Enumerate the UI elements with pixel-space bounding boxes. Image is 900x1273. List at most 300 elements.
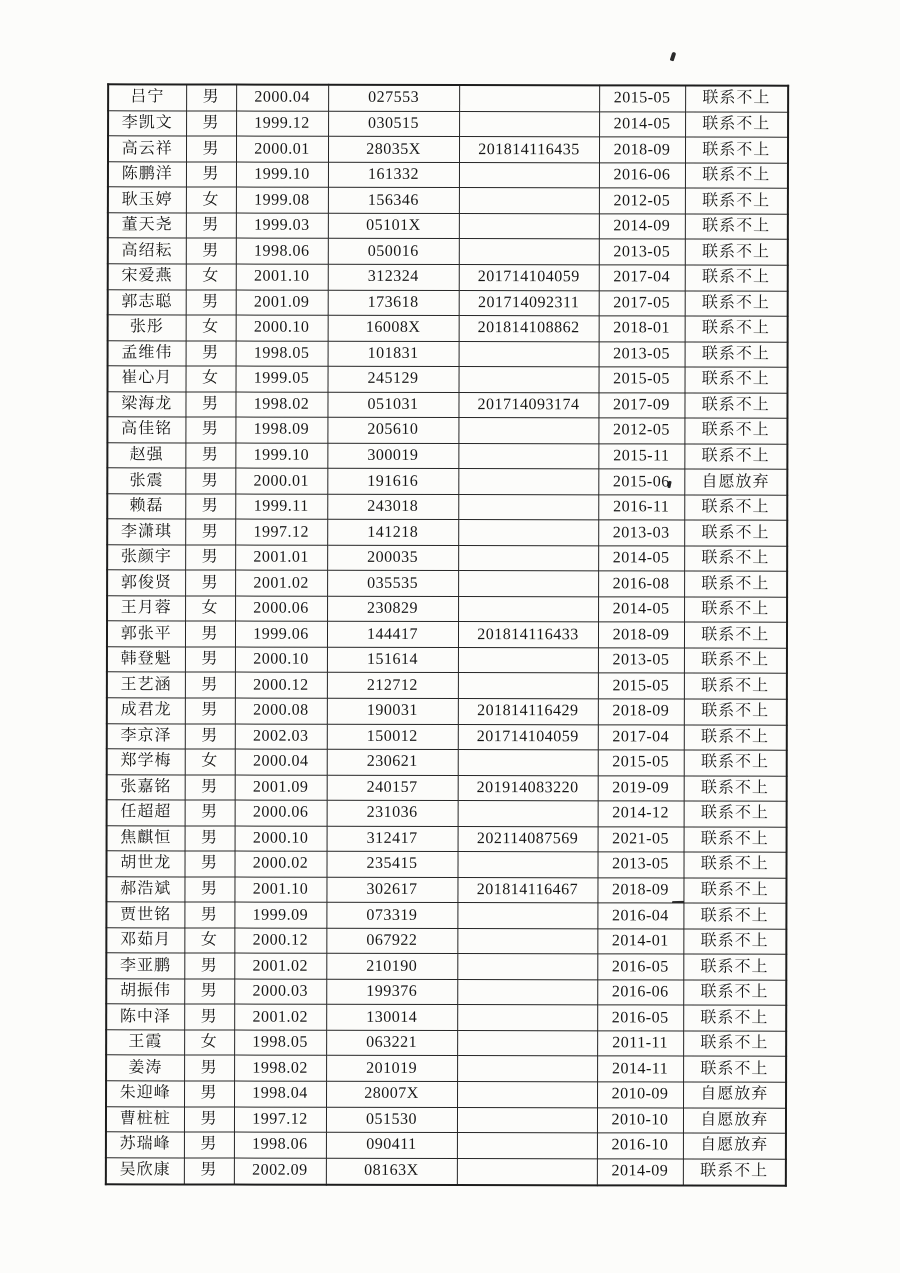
cell-id_code: 300019: [327, 443, 458, 469]
cell-status: 联系不上: [684, 546, 787, 572]
table-row: [108, 213, 788, 240]
cell-gender: 男: [186, 213, 236, 239]
cell-name: 赵强: [107, 442, 185, 468]
table-row: [107, 698, 787, 725]
cell-birth_date: 2001.02: [234, 1004, 326, 1030]
cell-candidate_no: 201814116435: [459, 137, 599, 163]
cell-gender: 男: [185, 647, 235, 673]
cell-id_code: 101831: [328, 341, 459, 367]
cell-status: 联系不上: [684, 495, 787, 521]
cell-birth_date: 1999.09: [234, 902, 326, 928]
cell-candidate_no: [459, 239, 599, 265]
cell-birth_date: 2000.01: [235, 468, 327, 494]
cell-birth_date: 2002.03: [235, 724, 327, 750]
cell-gender: 男: [185, 392, 235, 418]
cell-id_code: 28035X: [328, 137, 459, 163]
cell-birth_date: 1998.06: [234, 1132, 326, 1158]
cell-name: 陈中泽: [106, 1004, 184, 1030]
cell-name: 郭张平: [107, 621, 185, 647]
cell-gender: 男: [185, 417, 235, 443]
cell-birth_date: 2000.02: [234, 851, 326, 877]
cell-record_date: 2014-09: [597, 1158, 683, 1185]
cell-id_code: 230621: [327, 749, 458, 775]
cell-id_code: 156346: [328, 188, 459, 214]
table-row: [108, 187, 788, 214]
cell-gender: 男: [186, 136, 236, 162]
cell-status: 联系不上: [684, 699, 787, 725]
cell-record_date: 2013-05: [598, 648, 684, 674]
cell-candidate_no: 201914083220: [458, 775, 598, 801]
cell-status: 联系不上: [684, 393, 787, 419]
cell-id_code: 312417: [327, 826, 458, 852]
cell-status: 联系不上: [685, 188, 788, 214]
cell-status: 联系不上: [685, 316, 788, 342]
cell-record_date: 2015-05: [598, 750, 684, 776]
cell-id_code: 144417: [327, 622, 458, 648]
cell-gender: 男: [185, 775, 235, 801]
cell-status: 联系不上: [684, 571, 787, 597]
cell-id_code: 199376: [326, 979, 457, 1005]
cell-birth_date: 2001.10: [234, 877, 326, 903]
cell-birth_date: 1999.10: [236, 162, 328, 188]
cell-gender: 男: [185, 570, 235, 596]
cell-birth_date: 2001.09: [236, 290, 328, 316]
cell-name: 宋爱燕: [108, 264, 186, 290]
cell-id_code: 090411: [326, 1132, 457, 1158]
cell-birth_date: 1999.05: [236, 366, 328, 392]
table-row: [107, 391, 787, 418]
cell-candidate_no: [459, 162, 599, 188]
cell-id_code: 161332: [328, 162, 459, 188]
cell-birth_date: 2000.03: [234, 979, 326, 1005]
cell-record_date: 2018-09: [598, 699, 684, 725]
cell-name: 郭俊贤: [107, 570, 185, 596]
cell-birth_date: 2000.04: [236, 85, 328, 111]
cell-gender: 女: [186, 366, 236, 392]
cell-candidate_no: [458, 673, 598, 699]
cell-candidate_no: [457, 1082, 597, 1108]
cell-id_code: 200035: [327, 545, 458, 571]
cell-id_code: 212712: [327, 673, 458, 699]
table-row: [108, 162, 788, 189]
cell-id_code: 051530: [326, 1107, 457, 1133]
cell-id_code: 08163X: [326, 1158, 457, 1185]
cell-candidate_no: 201814108862: [459, 316, 599, 342]
cell-record_date: 2018-09: [599, 137, 685, 163]
cell-name: 高绍耘: [108, 238, 186, 264]
cell-name: 张嘉铭: [107, 774, 185, 800]
cell-name: 曹桩桩: [106, 1106, 184, 1132]
cell-record_date: 2011-11: [597, 1031, 683, 1057]
cell-status: 自愿放弃: [683, 1108, 786, 1134]
cell-birth_date: 2000.08: [235, 698, 327, 724]
cell-birth_date: 1999.11: [235, 494, 327, 520]
cell-gender: 男: [185, 672, 235, 698]
cell-status: 联系不上: [685, 239, 788, 265]
cell-record_date: 2018-09: [597, 878, 683, 904]
cell-candidate_no: [458, 520, 598, 546]
cell-birth_date: 1999.03: [236, 213, 328, 239]
cell-record_date: 2013-03: [598, 520, 684, 546]
table-row: [106, 953, 786, 980]
cell-birth_date: 2000.04: [235, 749, 327, 775]
cell-name: 张震: [107, 468, 185, 494]
cell-gender: 女: [184, 928, 234, 954]
cell-record_date: 2015-06: [598, 469, 684, 495]
cell-record_date: 2012-05: [599, 188, 685, 214]
cell-birth_date: 1998.02: [235, 392, 327, 418]
cell-birth_date: 2000.01: [236, 136, 328, 162]
cell-birth_date: 1999.10: [235, 443, 327, 469]
cell-record_date: 2014-01: [597, 929, 683, 955]
cell-birth_date: 2001.01: [235, 545, 327, 571]
cell-name: 崔心月: [108, 366, 186, 392]
cell-record_date: 2014-11: [597, 1056, 683, 1082]
cell-record_date: 2016-06: [599, 163, 685, 189]
cell-name: 姜涛: [106, 1055, 184, 1081]
cell-candidate_no: 201714093174: [458, 392, 598, 418]
cell-birth_date: 2001.02: [234, 953, 326, 979]
cell-id_code: 063221: [326, 1030, 457, 1056]
cell-name: 郭志聪: [108, 289, 186, 315]
cell-candidate_no: 201714104059: [458, 724, 598, 750]
cell-name: 孟维伟: [108, 340, 186, 366]
cell-id_code: 243018: [327, 494, 458, 520]
cell-candidate_no: [457, 1005, 597, 1031]
cell-birth_date: 1997.12: [235, 519, 327, 545]
table-row: [106, 1132, 786, 1159]
table-row: [107, 723, 787, 750]
cell-birth_date: 1998.09: [235, 417, 327, 443]
cell-name: 耿玉婷: [108, 187, 186, 213]
cell-candidate_no: [458, 571, 598, 597]
cell-name: 李凯文: [108, 111, 186, 137]
cell-name: 董天尧: [108, 213, 186, 239]
cell-gender: 男: [185, 494, 235, 520]
cell-gender: 男: [185, 826, 235, 852]
cell-id_code: 245129: [328, 366, 459, 392]
cell-id_code: 230829: [327, 596, 458, 622]
cell-birth_date: 2000.12: [235, 673, 327, 699]
cell-candidate_no: [459, 188, 599, 214]
cell-record_date: 2010-09: [597, 1082, 683, 1108]
cell-status: 自愿放弃: [683, 1133, 786, 1159]
cell-birth_date: 2001.09: [235, 775, 327, 801]
cell-name: 高云祥: [108, 136, 186, 162]
cell-gender: 男: [184, 1055, 234, 1081]
cell-birth_date: 2000.10: [235, 647, 327, 673]
cell-gender: 女: [186, 315, 236, 341]
cell-name: 胡振伟: [106, 979, 184, 1005]
cell-status: 联系不上: [684, 597, 787, 623]
table-row: [106, 1004, 786, 1031]
cell-birth_date: 1999.12: [236, 111, 328, 137]
cell-status: 联系不上: [684, 725, 787, 751]
cell-record_date: 2016-05: [597, 954, 683, 980]
cell-candidate_no: [457, 1030, 597, 1056]
cell-candidate_no: 202114087569: [458, 826, 598, 852]
cell-record_date: 2010-10: [597, 1107, 683, 1133]
cell-record_date: 2015-05: [598, 673, 684, 699]
cell-id_code: 141218: [327, 520, 458, 546]
cell-id_code: 231036: [327, 800, 458, 826]
table-row: [106, 851, 786, 878]
table-row: [107, 596, 787, 623]
cell-status: 联系不上: [685, 291, 788, 317]
cell-candidate_no: [457, 1107, 597, 1133]
cell-record_date: 2014-05: [599, 112, 685, 138]
cell-name: 郑学梅: [107, 749, 185, 775]
table-row: [107, 774, 787, 801]
student-status-table: [105, 83, 789, 1186]
cell-id_code: 240157: [327, 775, 458, 801]
cell-gender: 男: [184, 953, 234, 979]
cell-status: 联系不上: [683, 954, 786, 980]
cell-status: 联系不上: [684, 418, 787, 444]
cell-candidate_no: 201814116429: [458, 699, 598, 725]
cell-birth_date: 2002.09: [234, 1158, 326, 1185]
cell-name: 吕宁: [108, 84, 186, 110]
cell-id_code: 05101X: [328, 213, 459, 239]
cell-name: 成君龙: [107, 698, 185, 724]
cell-name: 王月蓉: [107, 596, 185, 622]
cell-gender: 男: [185, 468, 235, 494]
cell-candidate_no: [457, 852, 597, 878]
cell-birth_date: 1998.05: [236, 341, 328, 367]
cell-gender: 男: [186, 84, 236, 110]
table-row: [108, 289, 788, 316]
cell-id_code: 205610: [327, 417, 458, 443]
cell-status: 联系不上: [683, 903, 786, 929]
cell-gender: 男: [185, 698, 235, 724]
cell-record_date: 2014-12: [598, 801, 684, 827]
cell-status: 联系不上: [684, 827, 787, 853]
table-row: [107, 672, 787, 699]
cell-id_code: 28007X: [326, 1081, 457, 1107]
cell-record_date: 2014-05: [598, 597, 684, 623]
cell-gender: 男: [184, 1132, 234, 1158]
cell-candidate_no: [459, 85, 599, 112]
cell-gender: 男: [186, 238, 236, 264]
cell-id_code: 035535: [327, 571, 458, 597]
cell-id_code: 235415: [326, 851, 457, 877]
cell-status: 联系不上: [684, 520, 787, 546]
table-row: [107, 519, 787, 546]
cell-record_date: 2014-09: [599, 214, 685, 240]
cell-status: 联系不上: [684, 750, 787, 776]
cell-record_date: 2015-05: [599, 85, 685, 111]
cell-name: 贾世铭: [106, 902, 184, 928]
table-row: [108, 84, 788, 112]
cell-name: 李潇琪: [107, 519, 185, 545]
cell-candidate_no: [458, 545, 598, 571]
table-row: [106, 1055, 786, 1082]
cell-status: 联系不上: [684, 648, 787, 674]
cell-name: 陈鹏洋: [108, 162, 186, 188]
cell-name: 韩登魁: [107, 647, 185, 673]
cell-candidate_no: [459, 341, 599, 367]
cell-gender: 男: [184, 1158, 234, 1185]
cell-name: 王艺涵: [107, 672, 185, 698]
cell-id_code: 073319: [326, 903, 457, 929]
cell-birth_date: 1998.05: [234, 1030, 326, 1056]
table-row: [107, 442, 787, 469]
table-row: [106, 979, 786, 1006]
cell-record_date: 2017-04: [598, 724, 684, 750]
cell-record_date: 2013-05: [599, 341, 685, 367]
cell-birth_date: 1997.12: [234, 1107, 326, 1133]
cell-birth_date: 2000.06: [235, 596, 327, 622]
table-body: [106, 84, 788, 1185]
cell-candidate_no: [457, 979, 597, 1005]
cell-record_date: 2015-05: [599, 367, 685, 393]
cell-gender: 女: [185, 749, 235, 775]
cell-candidate_no: [458, 494, 598, 520]
cell-gender: 男: [185, 621, 235, 647]
cell-gender: 女: [186, 187, 236, 213]
cell-gender: 男: [186, 111, 236, 137]
table-row: [108, 264, 788, 291]
cell-candidate_no: 201714092311: [459, 290, 599, 316]
cell-birth_date: 2000.10: [235, 826, 327, 852]
cell-gender: 女: [185, 596, 235, 622]
cell-id_code: 312324: [328, 264, 459, 290]
table-row: [107, 468, 787, 495]
cell-gender: 男: [186, 289, 236, 315]
cell-name: 邓茹月: [106, 928, 184, 954]
table-row: [108, 238, 788, 265]
cell-name: 张彤: [108, 315, 186, 341]
cell-name: 高佳铭: [107, 417, 185, 443]
table-row: [107, 570, 787, 597]
cell-status: 联系不上: [685, 342, 788, 368]
cell-candidate_no: [459, 111, 599, 137]
cell-record_date: 2019-09: [598, 775, 684, 801]
cell-status: 联系不上: [685, 163, 788, 189]
cell-candidate_no: [458, 443, 598, 469]
cell-status: 联系不上: [683, 1056, 786, 1082]
cell-status: 联系不上: [685, 112, 788, 138]
cell-status: 联系不上: [685, 137, 788, 163]
cell-name: 王霞: [106, 1030, 184, 1056]
cell-candidate_no: [457, 928, 597, 954]
cell-candidate_no: [457, 1133, 597, 1159]
cell-birth_date: 1999.06: [235, 621, 327, 647]
cell-record_date: 2013-05: [597, 852, 683, 878]
cell-birth_date: 1998.02: [234, 1056, 326, 1082]
cell-id_code: 210190: [326, 954, 457, 980]
cell-name: 焦麒恒: [107, 825, 185, 851]
table-row: [107, 749, 787, 776]
cell-candidate_no: [458, 647, 598, 673]
cell-id_code: 191616: [327, 468, 458, 494]
cell-gender: 男: [184, 851, 234, 877]
cell-candidate_no: [459, 367, 599, 393]
cell-record_date: 2013-05: [599, 239, 685, 265]
table-row: [108, 111, 788, 138]
cell-gender: 男: [184, 1081, 234, 1107]
cell-birth_date: 2000.12: [234, 928, 326, 954]
cell-candidate_no: [459, 213, 599, 239]
cell-candidate_no: [458, 596, 598, 622]
cell-name: 赖磊: [107, 494, 185, 520]
cell-id_code: 173618: [328, 290, 459, 316]
cell-id_code: 050016: [328, 239, 459, 265]
cell-status: 联系不上: [685, 214, 788, 240]
cell-name: 李亚鹏: [106, 953, 184, 979]
cell-birth_date: 2000.06: [235, 800, 327, 826]
cell-status: 联系不上: [685, 265, 788, 291]
table-row: [106, 1106, 786, 1133]
cell-gender: 男: [184, 1004, 234, 1030]
cell-record_date: 2012-05: [598, 418, 684, 444]
cell-birth_date: 1998.04: [234, 1081, 326, 1107]
table-row: [107, 417, 787, 444]
cell-status: 联系不上: [684, 673, 787, 699]
cell-candidate_no: [458, 469, 598, 495]
cell-name: 任超超: [107, 800, 185, 826]
cell-candidate_no: [458, 801, 598, 827]
cell-candidate_no: [457, 954, 597, 980]
cell-id_code: 151614: [327, 647, 458, 673]
cell-status: 联系不上: [683, 1005, 786, 1031]
table-row: [106, 902, 786, 929]
cell-status: 联系不上: [684, 622, 787, 648]
cell-record_date: 2016-06: [597, 980, 683, 1006]
cell-gender: 男: [185, 443, 235, 469]
cell-name: 张颜宇: [107, 545, 185, 571]
cell-status: 联系不上: [684, 776, 787, 802]
cell-gender: 男: [185, 545, 235, 571]
cell-status: 联系不上: [683, 878, 786, 904]
table-row: [107, 494, 787, 521]
cell-candidate_no: [457, 1056, 597, 1082]
cell-gender: 男: [184, 979, 234, 1005]
cell-status: 联系不上: [684, 444, 787, 470]
cell-status: 联系不上: [683, 980, 786, 1006]
cell-candidate_no: 201714104059: [459, 265, 599, 291]
student-status-table-wrap: [105, 83, 787, 1186]
cell-gender: 女: [184, 1030, 234, 1056]
ink-speck-top-right: [670, 52, 677, 62]
table-row: [107, 647, 787, 674]
cell-gender: 女: [186, 264, 236, 290]
cell-birth_date: 2001.02: [235, 570, 327, 596]
cell-gender: 男: [184, 1106, 234, 1132]
cell-candidate_no: [457, 903, 597, 929]
cell-record_date: 2016-08: [598, 571, 684, 597]
cell-status: 联系不上: [683, 1031, 786, 1057]
cell-status: 联系不上: [683, 1159, 786, 1186]
cell-name: 胡世龙: [106, 851, 184, 877]
table-row: [107, 621, 787, 648]
cell-candidate_no: 201814116433: [458, 622, 598, 648]
table-row: [107, 545, 787, 572]
cell-name: 吴欣康: [106, 1157, 184, 1184]
cell-id_code: 030515: [328, 111, 459, 137]
cell-record_date: 2017-09: [598, 392, 684, 418]
cell-name: 朱迎峰: [106, 1081, 184, 1107]
cell-candidate_no: 201814116467: [457, 877, 597, 903]
cell-status: 联系不上: [684, 801, 787, 827]
cell-name: 郝浩斌: [106, 877, 184, 903]
cell-id_code: 190031: [327, 698, 458, 724]
cell-id_code: 027553: [328, 85, 459, 112]
cell-gender: 男: [185, 800, 235, 826]
cell-gender: 男: [185, 724, 235, 750]
cell-record_date: 2014-05: [598, 546, 684, 572]
cell-gender: 男: [186, 341, 236, 367]
